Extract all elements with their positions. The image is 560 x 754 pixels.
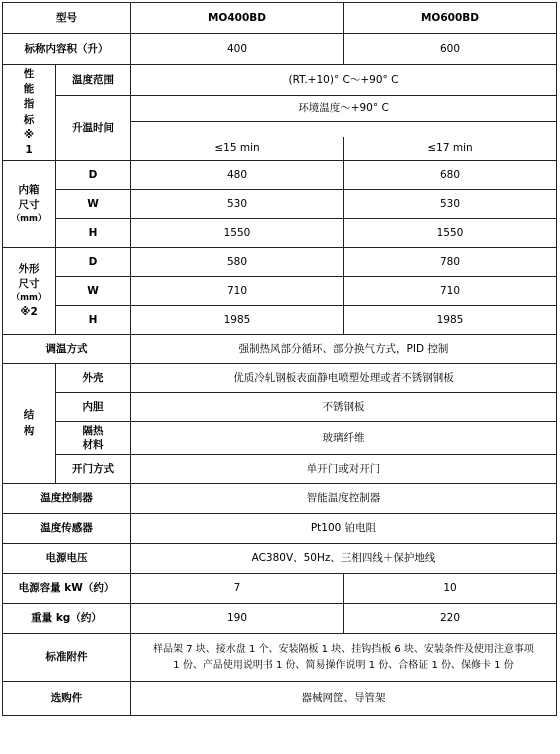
outer-dim-h: H [56, 306, 131, 335]
heat-time-v2: ≤17 min [344, 137, 557, 161]
inner-d-v1: 480 [131, 161, 344, 190]
outer-d-v1: 580 [131, 248, 344, 277]
temp-control-method-value: 强制热风部分循环、部分换气方式，PID 控制 [131, 335, 557, 364]
power-capacity-v2: 10 [344, 574, 557, 604]
inner-group-label: 内箱 尺寸 （mm） [3, 161, 56, 248]
power-voltage-label: 电源电压 [3, 544, 131, 574]
structure-insulation-label: 隔热 材料 [56, 422, 131, 455]
structure-door-row [3, 455, 557, 484]
weight-v2: 220 [344, 604, 557, 634]
heat-time-spacer-cell [131, 122, 557, 137]
structure-liner-label: 内胆 [56, 393, 131, 422]
inner-row-w [3, 190, 557, 219]
structure-shell-row [3, 364, 557, 393]
power-voltage-value: AC380V、50Hz、三相四线＋保护地线 [131, 544, 557, 574]
spec-table [2, 2, 557, 716]
inner-row-d [3, 161, 557, 190]
model-col2: MO600BD [344, 3, 557, 34]
weight-v1: 190 [131, 604, 344, 634]
structure-liner-value: 不锈钢板 [131, 393, 557, 422]
power-voltage-row [3, 544, 557, 574]
performance-group-label: 性 能 指 标 ※ 1 [3, 65, 56, 161]
structure-door-value: 单开门或对开门 [131, 455, 557, 484]
power-capacity-label: 电源容量 kW（约） [3, 574, 131, 604]
controller-row [3, 484, 557, 514]
capacity-v2: 600 [344, 34, 557, 65]
sensor-row [3, 514, 557, 544]
inner-w-v1: 530 [131, 190, 344, 219]
options-value: 器械网筐、导管架 [131, 682, 557, 716]
outer-d-v2: 780 [344, 248, 557, 277]
heat-time-v1: ≤15 min [131, 137, 344, 161]
outer-row-w [3, 277, 557, 306]
model-col1: MO400BD [131, 3, 344, 34]
outer-row-d [3, 248, 557, 277]
heat-time-label: 升温时间 [56, 96, 131, 161]
options-label: 选购件 [3, 682, 131, 716]
inner-h-v2: 1550 [344, 219, 557, 248]
capacity-label: 标称内容积（升） [3, 34, 131, 65]
inner-w-v2: 530 [344, 190, 557, 219]
structure-group-label: 结 构 [3, 364, 56, 484]
sensor-label: 温度传感器 [3, 514, 131, 544]
accessories-value: 样品架 7 块、接水盘 1 个、安装隔板 1 块、挂钩挡板 6 块、安装条件及使用注意事项 1 份、产品使用说明书 1 份、简易操作说明 1 份、合格证 1 份、保修卡 1 份 [131, 634, 557, 682]
temp-range-row [3, 65, 557, 96]
power-capacity-row [3, 574, 557, 604]
structure-insulation-row [3, 422, 557, 455]
options-row [3, 682, 557, 716]
temp-control-method-label: 调温方式 [3, 335, 131, 364]
outer-h-v2: 1985 [344, 306, 557, 335]
temp-control-method-row [3, 335, 557, 364]
outer-row-h [3, 306, 557, 335]
inner-dim-h: H [56, 219, 131, 248]
structure-liner-row [3, 393, 557, 422]
inner-d-v2: 680 [344, 161, 557, 190]
temp-range-value: (RT.+10)° C～+90° C [131, 65, 557, 96]
sensor-value: Pt100 铂电阻 [131, 514, 557, 544]
inner-dim-w: W [56, 190, 131, 219]
structure-insulation-value: 玻璃纤维 [131, 422, 557, 455]
capacity-row [3, 34, 557, 65]
weight-row [3, 604, 557, 634]
inner-dim-d: D [56, 161, 131, 190]
outer-h-v1: 1985 [131, 306, 344, 335]
outer-group-label: 外形 尺寸 （mm） ※2 [3, 248, 56, 335]
capacity-v1: 400 [131, 34, 344, 65]
heat-time-row [3, 96, 557, 122]
outer-w-v1: 710 [131, 277, 344, 306]
controller-label: 温度控制器 [3, 484, 131, 514]
inner-row-h [3, 219, 557, 248]
heat-time-top: 环境温度～+90° C [131, 96, 557, 122]
outer-w-v2: 710 [344, 277, 557, 306]
model-label: 型号 [3, 3, 131, 34]
temp-range-label: 温度范围 [56, 65, 131, 96]
controller-value: 智能温度控制器 [131, 484, 557, 514]
power-capacity-v1: 7 [131, 574, 344, 604]
outer-dim-w: W [56, 277, 131, 306]
structure-shell-label: 外壳 [56, 364, 131, 393]
outer-dim-d: D [56, 248, 131, 277]
header-row [3, 3, 557, 34]
accessories-label: 标准附件 [3, 634, 131, 682]
accessories-row [3, 634, 557, 682]
weight-label: 重量 kg（约） [3, 604, 131, 634]
inner-h-v1: 1550 [131, 219, 344, 248]
structure-door-label: 开门方式 [56, 455, 131, 484]
structure-shell-value: 优质冷轧钢板表面静电喷塑处理或者不锈钢钢板 [131, 364, 557, 393]
